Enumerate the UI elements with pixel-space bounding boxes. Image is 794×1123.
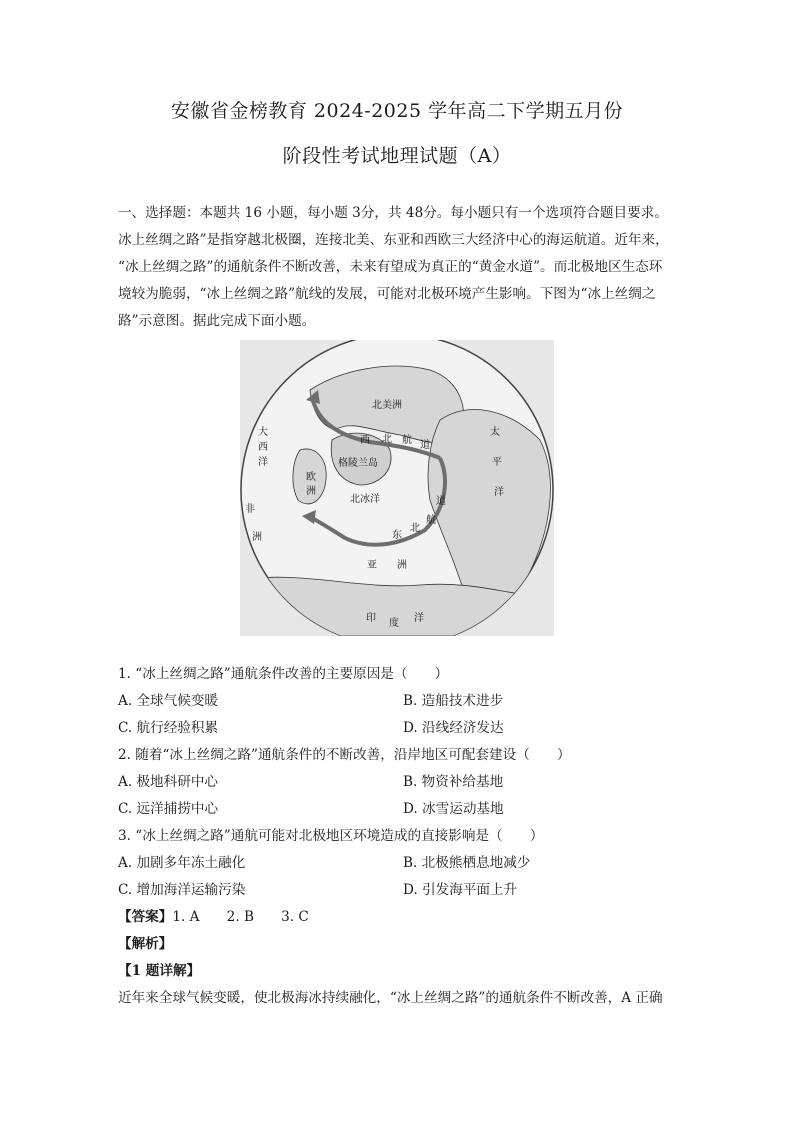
answer-label: 【答案】	[118, 909, 173, 925]
question-2-option-b[interactable]: B. 物资补给基地	[403, 774, 504, 790]
question-3-option-c[interactable]: C. 增加海洋运输污染	[118, 882, 246, 898]
label-pacific-3: 洋	[494, 487, 504, 498]
label-atlantic-1: 大	[258, 427, 268, 438]
question-2-stem: 2. 随着“冰上丝绸之路”通航条件的不断改善，沿岸地区可配套建设（ ）	[118, 747, 571, 763]
question-2-option-c[interactable]: C. 远洋捕捞中心	[118, 801, 219, 817]
label-europe-2: 洲	[306, 486, 316, 497]
question-3-stem: 3. “冰上丝绸之路”通航可能对北极地区环境造成的直接影响是（ ）	[118, 828, 544, 844]
question-2-option-a[interactable]: A. 极地科研中心	[118, 774, 219, 790]
label-northeast-3: 北	[410, 523, 420, 534]
question-3-option-d[interactable]: D. 引发海平面上升	[403, 882, 518, 898]
label-indian-1: 印	[366, 613, 376, 624]
label-greenland: 格陵兰岛	[338, 458, 378, 469]
analysis-label: 【解析】	[118, 936, 173, 952]
label-northwest-2: 北	[382, 434, 392, 445]
answer-items: 1. A 2. B 3. C	[172, 909, 309, 925]
intro-paragraph-line3: 境较为脆弱，“冰上丝绸之路”航线的发展，可能对北极环境产生影响。下图为“冰上丝绸之	[118, 286, 656, 302]
question-1-option-d[interactable]: D. 沿线经济发达	[403, 720, 504, 736]
answer-row	[118, 907, 683, 927]
label-north-america: 北美洲	[372, 400, 402, 411]
label-northwest-3: 航	[402, 435, 412, 446]
page-title-line2: 阶段性考试地理试题（A）	[282, 145, 512, 167]
ice-silk-road-map	[240, 340, 554, 636]
label-europe-1: 欧	[306, 472, 316, 483]
label-indian-3: 洋	[414, 613, 424, 624]
label-northeast-4: 东	[392, 530, 402, 541]
label-atlantic-3: 洋	[258, 457, 268, 468]
label-northwest-4: 道	[420, 440, 430, 451]
label-northeast-1: 道	[436, 496, 446, 507]
label-northeast-2: 航	[426, 515, 436, 526]
intro-paragraph-line2: “冰上丝绸之路”的通航条件不断改善，未来有望成为真正的“黄金水道”。而北极地区生态环	[118, 259, 663, 275]
question-2-option-d[interactable]: D. 冰雪运动基地	[403, 801, 504, 817]
question-1-option-a[interactable]: A. 全球气候变暖	[118, 693, 219, 709]
page-title-line1: 安徽省金榜教育 2024-2025 学年高二下学期五月份	[170, 100, 624, 122]
intro-paragraph-line1: 冰上丝绸之路”是指穿越北极圈，连接北美、东亚和西欧三大经济中心的海运航道。近年来，	[118, 232, 669, 248]
question-1-option-c[interactable]: C. 航行经验积累	[118, 720, 219, 736]
label-indian-2: 度	[389, 618, 399, 629]
question-3-option-b[interactable]: B. 北极熊栖息地减少	[403, 855, 531, 871]
label-asia-2: 洲	[397, 560, 407, 571]
label-africa-1: 非	[245, 504, 255, 515]
label-pacific-1: 太	[490, 427, 500, 438]
label-pacific-2: 平	[492, 457, 502, 468]
question-1-stem: 1. “冰上丝绸之路”通航条件改善的主要原因是（ ）	[118, 666, 449, 682]
question-3-option-a[interactable]: A. 加剧多年冻土融化	[118, 855, 246, 871]
section-heading: 一、选择题：本题共 16 小题，每小题 3分，共 48分。每小题只有一个选项符合题目要求。	[118, 205, 668, 221]
label-asia-1: 亚	[367, 560, 377, 571]
label-africa-2: 洲	[252, 532, 262, 543]
question-1-option-b[interactable]: B. 造船技术进步	[403, 693, 504, 709]
analysis-sub-1: 【1 题详解】	[118, 963, 201, 979]
analysis-text: 近年来全球气候变暖，使北极海冰持续融化，“冰上丝绸之路”的通航条件不断改善，A 正确	[118, 990, 663, 1006]
label-arctic-ocean: 北冰洋	[350, 494, 380, 505]
label-atlantic-2: 西	[258, 442, 268, 453]
intro-paragraph-line4: 路”示意图。据此完成下面小题。	[118, 313, 316, 329]
label-northwest-1: 西	[360, 435, 370, 446]
